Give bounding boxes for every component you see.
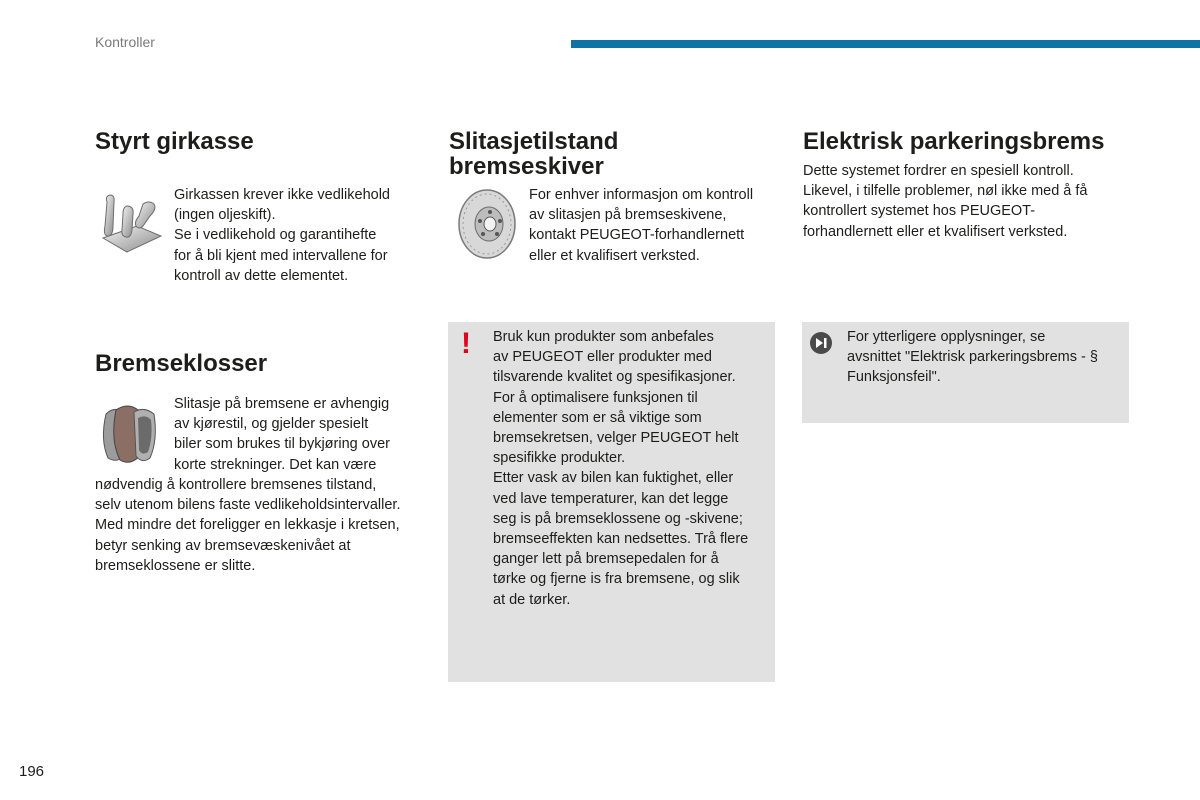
header-section-label: Kontroller [95, 34, 155, 50]
gearbox-text: Girkassen krever ikke vedlikehold (ingen oljeskift). Se i vedlikehold og garantihefte for å bli kjent med intervallene for kontroll av dette elementet. [174, 187, 390, 284]
gearbox-title: Styrt girkasse [95, 128, 254, 155]
brake-discs-text: For enhver informasjon om kontroll av slitasjen på bremseskivene, kontakt PEUGEOT-forhandlernett eller et kvalifisert verksted. [529, 187, 754, 264]
brake-pads-text-full: nødvendig å kontrollere bremsenes tilstand, selv utenom bilens faste vedlikeholdsintervaller. Med mindre det foreligger en lekkasje i kretsen, betyr senking av bremsevæskenivået at bremseklossene er slitte. [95, 477, 401, 574]
gear-selector-icon [97, 192, 163, 254]
info-text: For ytterligere opplysninger, se avsnittet "Elektrisk parkeringsbrems - § Funksjonsfeil". [847, 329, 1098, 386]
page-number: 196 [19, 763, 45, 780]
header-accent-bar [571, 40, 1200, 48]
parking-brake-text: Dette systemet fordrer en spesiell kontroll. Likevel, i tilfelle problemer, nøl ikke med å få kontrollert systemet hos PEUGEOT- forhandlernett eller et kvalifisert verksted. [803, 163, 1088, 240]
warning-text: Bruk kun produkter som anbefales av PEUGEOT eller produkter med tilsvarende kvalitet og spesifikasjoner. For å optimalisere funksjonen til elementer som er så viktige som bremsekretsen, velger PEUGEOT helt spesifikke produkter. Etter vask av bilen kan fuktighet, eller ved lave temperaturer, kan det legge seg is på bremseklossene og -skivene; bremseeffekten kan nedsettes. Trå flere ganger lett på bremsepedalen for å tørke og fjerne is fra bremsene, og slik at de tørker. [493, 329, 749, 608]
warning-icon: ! [461, 327, 471, 360]
brake-pads-title: Bremseklosser [95, 350, 268, 377]
brake-discs-title: Slitasjetilstand bremseskiver [449, 128, 619, 180]
brake-pads-text-indented: Slitasje på bremsene er avhengig av kjørestil, og gjelder spesielt biler som brukes til bykjøring over korte strekninger. Det kan være [174, 396, 390, 473]
brake-disc-icon [453, 186, 519, 260]
parking-brake-title: Elektrisk parkeringsbrems [803, 128, 1105, 155]
next-arrow-icon [809, 331, 833, 355]
brake-pads-icon [98, 400, 160, 470]
